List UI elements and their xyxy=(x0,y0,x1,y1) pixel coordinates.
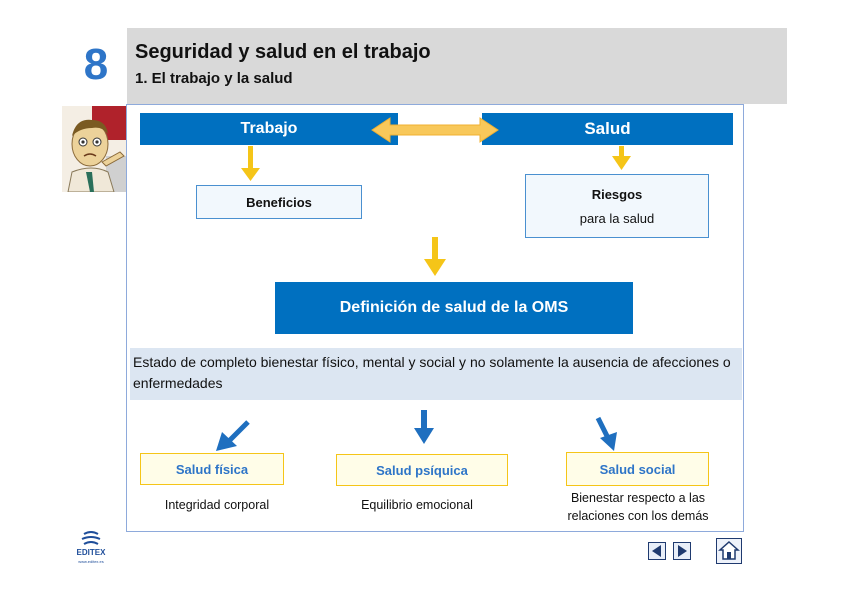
beneficios-label: Beneficios xyxy=(246,194,312,210)
editex-wordmark: EDITEX xyxy=(76,548,106,557)
riesgos-title: Riesgos xyxy=(591,186,643,202)
page-subtitle: 1. El trabajo y la salud xyxy=(135,70,293,87)
home-button[interactable] xyxy=(716,538,742,564)
home-icon xyxy=(716,538,742,564)
salud-bar: Salud xyxy=(482,113,733,145)
page-title: Seguridad y salud en el trabajo xyxy=(135,41,431,63)
header-bar xyxy=(127,28,787,104)
salud-psiquica-description: Equilibrio emocional xyxy=(361,498,473,512)
trabajo-bar: Trabajo xyxy=(140,113,398,145)
salud-social-label: Salud social xyxy=(599,461,676,477)
triangle-right-icon xyxy=(673,542,691,560)
salud-social-description: Bienestar respecto a las relaciones con los demás xyxy=(567,491,709,523)
salud-fisica-description: Integridad corporal xyxy=(164,498,270,512)
salud-psiquica-box xyxy=(336,454,508,486)
previous-slide-button[interactable] xyxy=(648,542,666,560)
riesgos-box xyxy=(525,174,709,238)
triangle-left-icon xyxy=(648,542,666,560)
salud-psiquica-label: Salud psíquica xyxy=(376,462,468,478)
oms-definition-bar: Definición de salud de la OMS xyxy=(275,282,633,334)
next-slide-button[interactable] xyxy=(673,542,691,560)
worker-illustration xyxy=(62,106,128,192)
salud-fisica-label: Salud física xyxy=(175,461,249,477)
salud-social-box xyxy=(566,452,709,486)
chapter-number: 8 xyxy=(83,40,109,89)
beneficios-box xyxy=(196,185,362,219)
salud-fisica-box xyxy=(140,453,284,485)
editex-url: www.editex.es xyxy=(78,559,104,564)
definition-text: Estado de completo bienestar físico, mental y social y no solamente la ausencia de afecciones o enfermedades xyxy=(133,354,731,391)
riesgos-subtitle: para la salud xyxy=(579,210,655,226)
